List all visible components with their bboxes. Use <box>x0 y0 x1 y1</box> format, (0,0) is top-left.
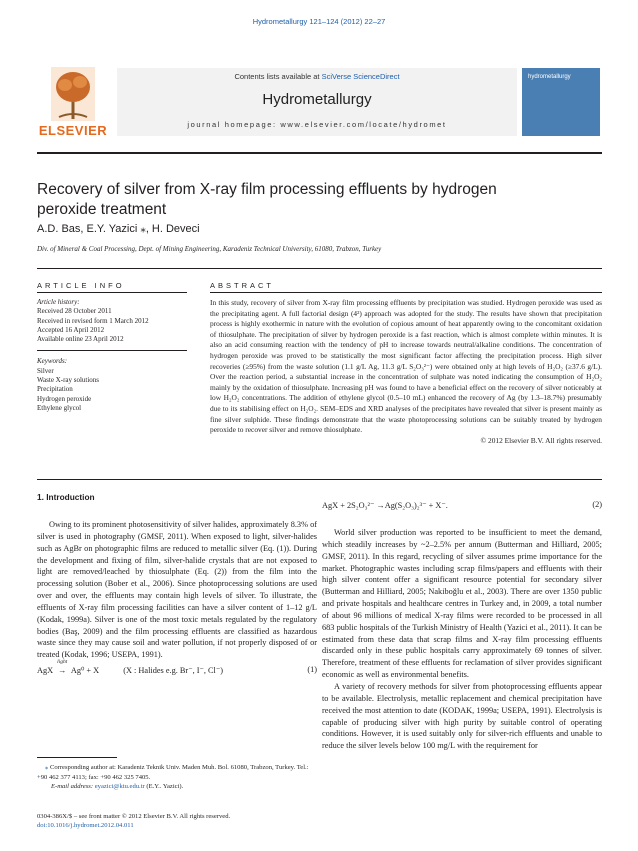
article-info <box>37 298 187 413</box>
footnote-star: ⁎ <box>45 764 49 771</box>
abstract-heading: ABSTRACT <box>210 281 275 290</box>
article-info-heading: ARTICLE INFO <box>37 281 125 290</box>
footnote-rule <box>37 757 117 758</box>
journal-cover-thumbnail <box>522 68 600 136</box>
equation-2 <box>322 500 602 510</box>
intro-paragraph-1: Owing to its prominent photosensitivity of silver halides, approximately 8.3% of silver is used in photography (GMSF, 2011). When exposed to light, silver-halides such as AgBr on photographic films are reduced to metallic silver (Eq. (1)). During the development and fixing of film, silver-halide crystals that are not exposed to light are removed/leached by thiosulphate (Eq. (2)) from the film into the processing solution (Bober et al., 2006). Since photoprocessing solutions are used over and over, the effluents may contain high levels of silver. To illustrate, the effluents of X-ray film processing facilities can have a silver content of 1–12 g/L (Kodak, 1999a). Silver is one of the most toxic metals regulated by the regulatory bodies (Baş, 2009) and the film processing effluents are classified as hazardous waste since they may cause soil and water pollution, if not properly disposed of or treated (Kodak, 1996; USEPA, 1991). <box>37 520 317 660</box>
keyword: Ethylene glycol <box>37 403 82 412</box>
masthead-banner <box>117 68 517 136</box>
history-item: Received in revised form 1 March 2012 <box>37 316 149 325</box>
contents-line <box>117 72 517 81</box>
journal-title: Hydrometallurgy <box>262 91 372 108</box>
info-divider <box>37 350 187 351</box>
keyword: Waste X-ray solutions <box>37 376 100 385</box>
history-item: Received 28 October 2011 <box>37 307 112 316</box>
equation-1 <box>37 659 317 675</box>
article-title <box>37 180 602 220</box>
eq1-note: (X : Halides e.g. Br⁻, I⁻, Cl⁻) <box>123 666 223 675</box>
elsevier-tree-icon <box>51 67 95 121</box>
issn-line: 0304-386X/$ – see front matter © 2012 Elsevier B.V. All rights reserved. <box>37 813 231 820</box>
history-item: Accepted 16 April 2012 <box>37 325 105 334</box>
intro-left-column <box>37 519 317 661</box>
eq1-arrow-group <box>55 659 69 675</box>
keywords-label: Keywords: <box>37 357 68 366</box>
affiliation-rule <box>37 268 602 269</box>
eq2-number: (2) <box>592 500 602 509</box>
eq1-lhs: AgX <box>37 666 54 675</box>
eq2-body: AgX + 2S₂O₃²⁻ →Ag(S₂O₃)₂³⁻ + X⁻. <box>322 501 448 510</box>
eq1-rhs: Ag⁰ + X <box>70 666 100 675</box>
abstract-bottom-rule <box>37 479 602 480</box>
abstract-body <box>210 298 602 446</box>
footnote-email-line <box>37 782 317 792</box>
title-line-2: peroxide treatment <box>37 201 167 218</box>
article-info-rule <box>37 292 187 293</box>
header-rule <box>37 152 602 154</box>
cover-title: hydrometallurgy <box>528 74 571 80</box>
elsevier-logo[interactable] <box>37 63 109 141</box>
doi-link[interactable]: doi:10.1016/j.hydromet.2012.04.011 <box>37 822 134 830</box>
email-label: E-mail address: <box>51 783 95 791</box>
history-item: Available online 23 April 2012 <box>37 335 124 344</box>
footnote-text: Corresponding author at: Karadeniz Teknik Univ. Maden Muh. Bol. 61080, Trabzon, Turkey. Tel.: +90 462 377 4113; fax: +90 462 325 7405. <box>37 764 309 781</box>
sciencedirect-link[interactable]: SciVerse ScienceDirect <box>321 72 400 81</box>
eq1-arrow: → <box>58 666 67 675</box>
email-suffix: (E.Y.. Yazici). <box>144 783 184 791</box>
affiliation: Div. of Mineral & Coal Processing, Dept. of Mining Engineering, Karadeniz Technical University, 61080, Trabzon, Turkey <box>37 245 382 253</box>
keyword: Silver <box>37 366 54 375</box>
abstract-text: In this study, recovery of silver from X-ray film processing effluents by precipitation was studied. Hydrogen peroxide was used as the precipitating agent. A full factorial design (4²) approach was adopted for the study. The results have shown that precipitation process is highly exothermic in nature with the evolution of copious amount of heat apparently owing to the concomitant oxidation of thiosulphate. The precipitation of silver by hydrogen peroxide is a fast reaction, which is almost complete within minutes. It is also an acid consuming reaction with the tendency of pH to increase towards neutral/alkaline conditions. The concentration of hydrogen peroxide was proved to be statistically the most significant factor affecting the precipitation process. High silver recoveries (≥95%) from the waste solution (1.1 g/L Ag, 11.3 g/L S₂O₃²⁻) were obtained only at high levels of H₂O₂ (≥37.6 g/L). Over the reaction period, a substantial increase in the concentration of sulphate was noted indicating the consumption of H₂O₂ mainly by the oxidation of thiosulphate. Increasing pH was found to have a beneficial effect on the recovery of silver noticeably at low H₂O₂ concentrations. The addition of ethylene glycol (0.5–10 mL) enhanced the recovery of Ag (by 1.3–18.7%) presumably due to its stabilising effect on H₂O₂. SEM–EDS and XRD analyses of the precipitates have revealed that silver is present mainly as fine silver sulphide. These findings demonstrate that the waste photoprocessing solutions can be suitably treated by hydrogen peroxide to recover silver and remove thiosulphate. <box>210 298 602 435</box>
intro-right-column <box>322 527 602 752</box>
corresponding-author-footnote <box>37 763 317 792</box>
intro-paragraph-2: World silver production was reported to be insufficient to meet the demand, which steadily increases by ~2–2.5% per annum (Butterman and Hilliard, 2005; GMSF, 2011). In this regard, recycling of silver assumes prime importance for the market. Photographic wastes including scrap films/papers and effluents with their high silver content offer a significant resource potential for secondary silver (Butterman and Hilliard, 2005; Nakiboğlu et al., 2003). There are over 1350 public and private hospitals and healthcare centres in Turkey and, in 2009, a total number of about 96 millions of medical X-ray films were recorded to be processed in all 683 public hospitals of the Turkish Ministry of Health (Yazici et al., 2011). It can be estimated from these data that scrap films and X-ray film processing effluents discarded only in these public hospitals carry approximately 69 tonnes of silver. Therefore, treatment of these effluents for reclamation of silver provides significant economic as well as environmental benefits. <box>322 528 602 680</box>
elsevier-wordmark: ELSEVIER <box>38 123 108 138</box>
abstract-rule <box>210 292 602 293</box>
eq1-number: (1) <box>307 665 317 674</box>
introduction-heading: 1. Introduction <box>37 492 95 502</box>
history-label: Article history: <box>37 298 80 306</box>
front-matter-info <box>37 812 317 831</box>
abstract-copyright: © 2012 Elsevier B.V. All rights reserved. <box>480 435 602 445</box>
keyword: Precipitation <box>37 385 73 394</box>
contents-prefix: Contents lists available at <box>234 72 322 81</box>
eq1-over: light <box>57 659 68 665</box>
footnote-line <box>37 763 317 782</box>
keyword: Hydrogen peroxide <box>37 394 92 403</box>
intro-paragraph-3: A variety of recovery methods for silver from photoprocessing effluents appear to be available. Electrolysis, metallic replacement and chemical precipitation have received the most attention to date (KODAK, 1999a; USEPA, 1991). Electrolysis is capable of producing silver with high purity by suitable control of operating conditions. However, it is used suitably only for silver-rich effluents and unable to reduce the silver levels below 100 mg/L with the requirement for <box>322 681 602 751</box>
title-line-1: Recovery of silver from X-ray film processing effluents by hydrogen <box>37 181 497 198</box>
email-link[interactable]: eyazici@ktu.edu.tr <box>94 783 145 791</box>
author-list: A.D. Bas, E.Y. Yazici ⁎, H. Deveci <box>37 223 200 235</box>
journal-masthead <box>37 63 602 143</box>
journal-homepage[interactable]: journal homepage: www.elsevier.com/locate/hydromet <box>187 120 447 129</box>
journal-reference[interactable]: Hydrometallurgy 121–124 (2012) 22–27 <box>252 17 386 26</box>
